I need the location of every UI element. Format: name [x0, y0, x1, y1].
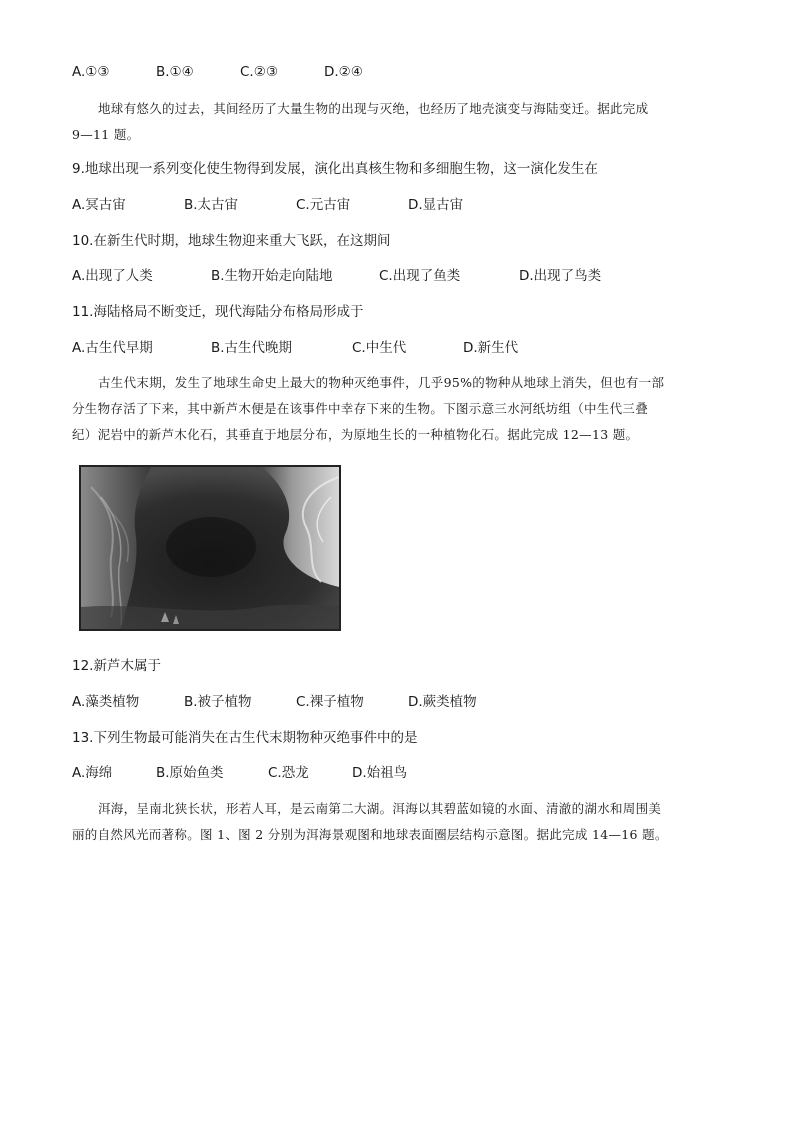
passage-1-line-1: 地球有悠久的过去，其间经历了大量生物的出现与灭绝，也经历了地壳演变与海陆变迁。据此完成	[98, 101, 649, 116]
passage-3-line-2: 丽的自然风光而著称。图 1、图 2 分别为洱海景观图和地球表面圈层结构示意图。据此完成 14—16 题。	[72, 827, 668, 842]
q9-options	[72, 195, 572, 215]
q12-option-c: C.裸子植物	[296, 694, 364, 710]
q11-option-b: B.古生代晚期	[211, 340, 293, 356]
passage-1	[72, 96, 732, 148]
q11-option-d: D.新生代	[463, 340, 519, 356]
q9-option-c: C.元古宙	[296, 197, 351, 213]
q8-option-c: C.②③	[240, 64, 278, 80]
q13-option-b: B.原始鱼类	[156, 765, 224, 781]
q13-option-d: D.始祖鸟	[352, 765, 408, 781]
passage-3	[72, 796, 732, 848]
q12-option-a: A.藻类植物	[72, 694, 140, 710]
q11-options	[72, 338, 672, 358]
q13-options	[72, 763, 572, 783]
q10-option-a: A.出现了人类	[72, 268, 153, 284]
q8-option-d: D.②④	[324, 64, 363, 80]
q8-option-b: B.①④	[156, 64, 194, 80]
q8-options	[72, 62, 472, 82]
q11-option-c: C.中生代	[352, 340, 407, 356]
q12-stem: 12.新芦木属于	[72, 658, 161, 674]
passage-2-line-3: 纪）泥岩中的新芦木化石，其垂直于地层分布，为原地生长的一种植物化石。据此完成 12—13 题。	[72, 427, 639, 442]
q13-option-c: C.恐龙	[268, 765, 309, 781]
passage-2	[72, 370, 732, 448]
passage-1-line-2: 9—11 题。	[72, 127, 140, 142]
q11-stem: 11.海陆格局不断变迁，现代海陆分布格局形成于	[72, 304, 364, 320]
q8-option-a: A.①③	[72, 64, 110, 80]
q10-option-b: B.生物开始走向陆地	[211, 268, 333, 284]
q12-option-d: D.蕨类植物	[408, 694, 477, 710]
q9-option-a: A.冥古宙	[72, 197, 126, 213]
q13-option-a: A.海绵	[72, 765, 113, 781]
fossil-photo-graphic	[81, 467, 339, 629]
passage-2-line-1: 古生代末期，发生了地球生命史上最大的物种灭绝事件，几乎95%的物种从地球上消失，但也有一部	[98, 375, 665, 390]
q12-option-b: B.被子植物	[184, 694, 252, 710]
passage-2-line-2: 分生物存活了下来，其中新芦木便是在该事件中幸存下来的生物。下图示意三水河纸坊组（中生代三叠	[72, 401, 649, 416]
q9-stem: 9.地球出现一系列变化使生物得到发展，演化出真核生物和多细胞生物，这一演化发生在	[72, 161, 598, 177]
q9-option-b: B.太古宙	[184, 197, 239, 213]
q11-option-a: A.古生代早期	[72, 340, 153, 356]
q10-option-d: D.出现了鸟类	[519, 268, 602, 284]
passage-3-line-1: 洱海，呈南北狭长状，形若人耳，是云南第二大湖。洱海以其碧蓝如镜的水面、清澈的湖水和周围美	[98, 801, 662, 816]
q10-stem: 10.在新生代时期，地球生物迎来重大飞跃，在这期间	[72, 233, 391, 249]
q9-option-d: D.显古宙	[408, 197, 464, 213]
q10-option-c: C.出现了鱼类	[379, 268, 461, 284]
q10-options	[72, 266, 672, 286]
fossil-photo	[79, 465, 341, 631]
q13-stem: 13.下列生物最可能消失在古生代末期物种灭绝事件中的是	[72, 730, 418, 746]
q12-options	[72, 692, 572, 712]
